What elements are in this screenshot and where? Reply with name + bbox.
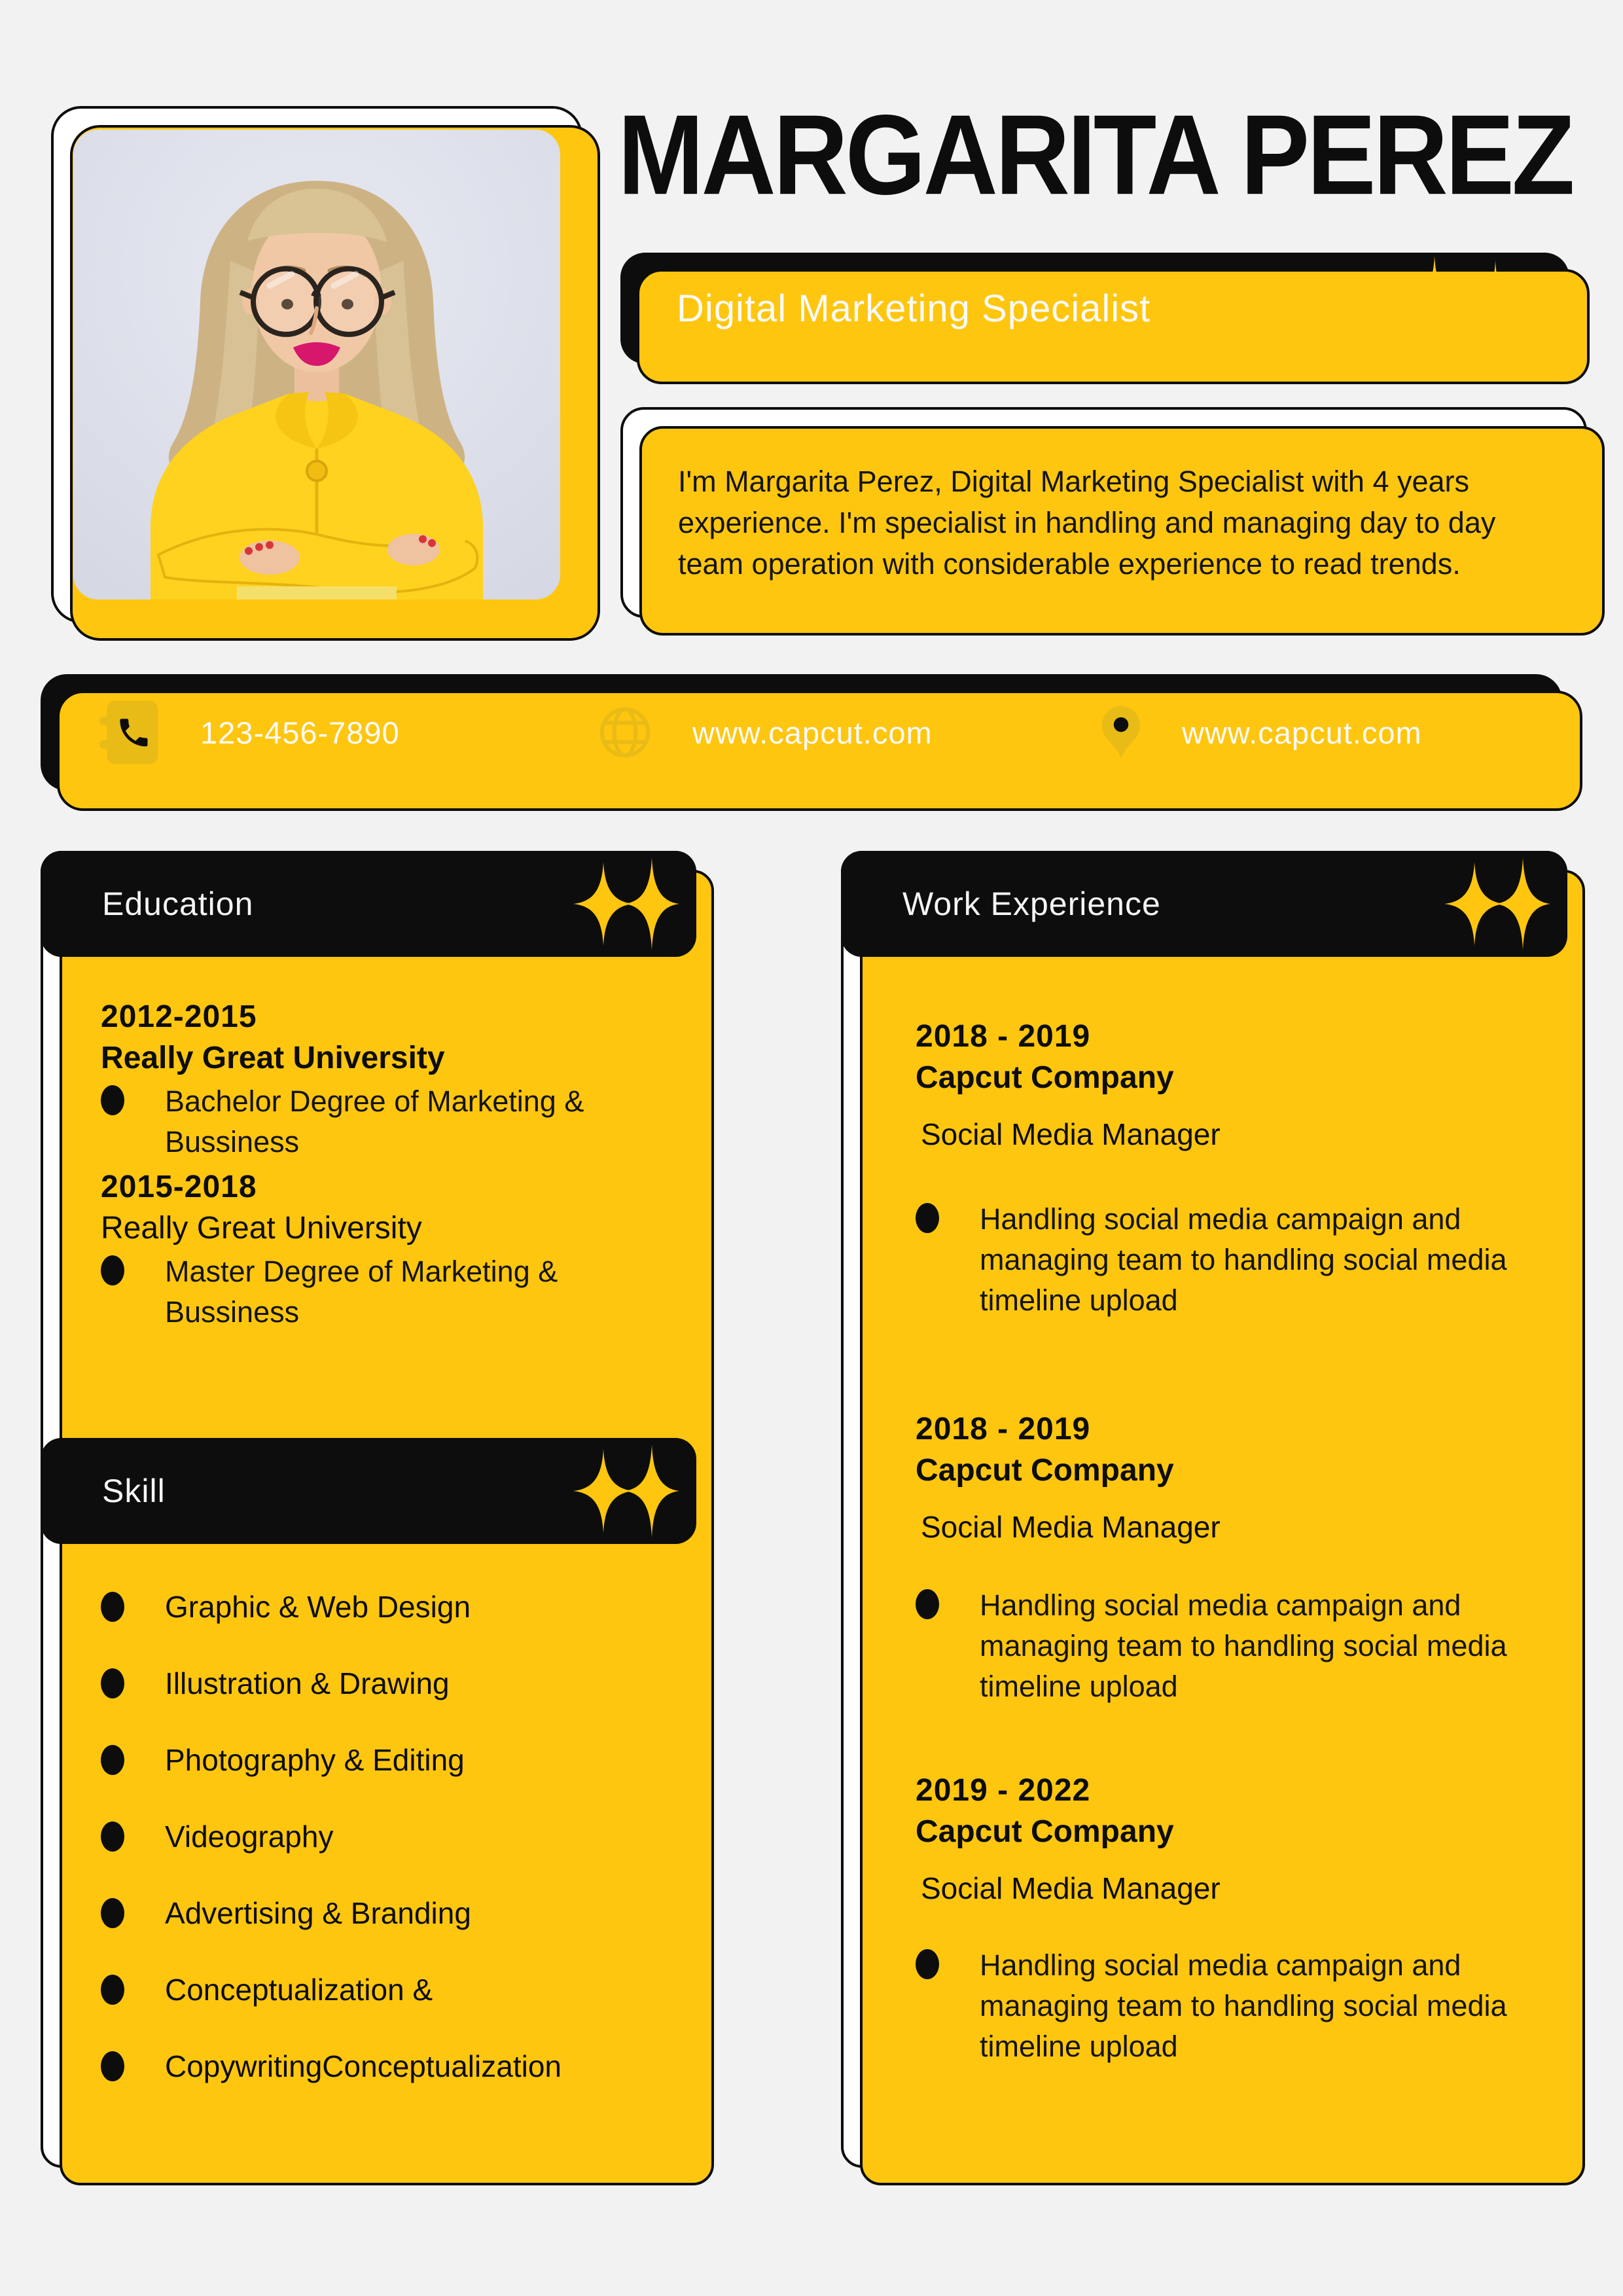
education-school: Really Great University [101, 1041, 445, 1075]
website-url: www.capcut.com [692, 715, 933, 750]
experience-company: Capcut Company [916, 1453, 1174, 1488]
sparkle-icon [624, 857, 679, 950]
sparkle-icon [1397, 256, 1472, 361]
experience-role: Social Media Manager [921, 1117, 1221, 1151]
job-title-label: Digital Marketing Specialist [677, 287, 1151, 330]
skill-item: Photography & Editing [101, 1745, 465, 1775]
bullet-dot [101, 1745, 124, 1775]
experience-years: 2018 - 2019 [916, 1412, 1091, 1446]
profile-photo-card [51, 106, 582, 623]
experience-role: Social Media Manager [921, 1510, 1221, 1544]
education-heading: Education [102, 886, 254, 922]
experience-company: Capcut Company [916, 1060, 1174, 1095]
experience-detail: Handling social media campaign and managing team to handling social media timeline upload [980, 1202, 1507, 1317]
globe-icon [597, 704, 653, 761]
education-school: Really Great University [101, 1211, 422, 1246]
bullet-dot [101, 1898, 124, 1928]
skill-section-header [41, 1438, 696, 1544]
skill-item: Conceptualization & [101, 1975, 433, 2005]
bullet-dot [101, 1255, 124, 1285]
contact-phone [98, 674, 400, 791]
education-degree: Bachelor Degree of Marketing & Bussiness [165, 1085, 584, 1158]
experience-detail: Handling social media campaign and managing team to handling social media timeline upload [980, 1588, 1507, 1703]
bullet-dot [101, 1592, 124, 1622]
experience-years: 2019 - 2022 [916, 1773, 1091, 1808]
bullet-dot [916, 1949, 939, 1979]
bullet-dot [101, 2051, 124, 2081]
education-skill-panel [41, 851, 696, 2168]
experience-detail-item [916, 1945, 1511, 2067]
education-years: 2012-2015 [101, 999, 257, 1034]
map-pin-icon [1099, 701, 1143, 764]
contact-location [1099, 674, 1422, 791]
sparkle-icon [1495, 857, 1550, 950]
page-title-name: MARGARITA PEREZ [618, 92, 1573, 219]
bullet-dot [101, 1975, 124, 2005]
education-degree-item [101, 1081, 598, 1162]
location-text: www.capcut.com [1182, 715, 1422, 750]
skill-item: Advertising & Branding [101, 1898, 471, 1928]
sparkle-icon [1463, 260, 1527, 356]
education-degree-item [101, 1251, 598, 1333]
bullet-dot [101, 1085, 124, 1115]
bullet-dot [916, 1203, 939, 1233]
contact-bar [41, 674, 1562, 791]
bullet-dot [916, 1589, 939, 1619]
skill-item: Illustration & Drawing [101, 1668, 450, 1698]
education-degree: Master Degree of Marketing & Bussiness [165, 1255, 558, 1329]
sparkle-decoration [1397, 253, 1527, 364]
sparkle-decoration [573, 1438, 679, 1544]
experience-company: Capcut Company [916, 1814, 1174, 1849]
sparkle-decoration [1444, 851, 1550, 957]
experience-detail-item [916, 1199, 1511, 1321]
work-experience-panel [841, 851, 1567, 2168]
experience-detail: Handling social media campaign and managing team to handling social media timeline upload [980, 1948, 1507, 2063]
skill-item: Videography [101, 1821, 333, 1852]
education-section-header [41, 851, 696, 957]
experience-detail-item [916, 1585, 1511, 1707]
skill-item: CopywritingConceptualization [101, 2051, 562, 2081]
bullet-dot [101, 1821, 124, 1852]
profile-photo [73, 130, 560, 600]
about-text: I'm Margarita Perez, Digital Marketing Specialist with 4 years experience. I'm specialist in handling and managing day to day team operation with considerable experience to read trends. [678, 465, 1496, 581]
job-title-bar [620, 253, 1569, 364]
skill-item: Graphic & Web Design [101, 1592, 471, 1622]
sparkle-icon [624, 1444, 679, 1537]
about-card [620, 407, 1587, 618]
sparkle-decoration [573, 851, 679, 957]
work-experience-section-header [841, 851, 1567, 957]
experience-role: Social Media Manager [921, 1871, 1221, 1905]
work-experience-heading: Work Experience [902, 886, 1161, 922]
experience-years: 2018 - 2019 [916, 1019, 1091, 1054]
contact-book-phone-icon [98, 698, 161, 766]
contact-website [597, 674, 933, 791]
bullet-dot [101, 1668, 124, 1698]
phone-number: 123-456-7890 [200, 715, 400, 750]
education-years: 2015-2018 [101, 1170, 257, 1204]
skill-heading: Skill [102, 1473, 166, 1509]
woman-portrait-illustration [73, 130, 560, 600]
